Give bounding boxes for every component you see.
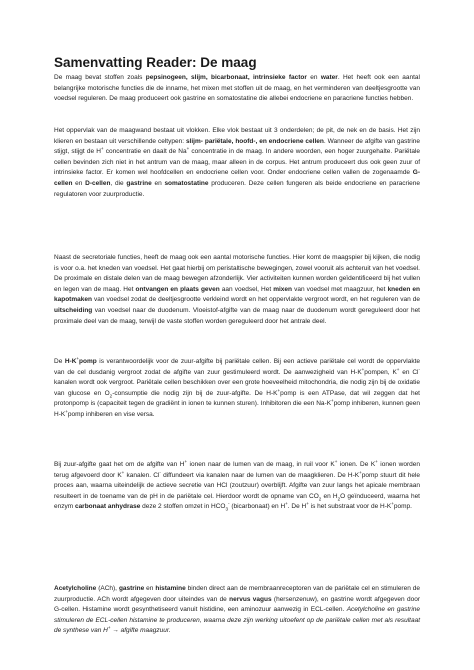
- paragraph-motorische-functies: [54, 253, 420, 327]
- text-segment: Het oppervlak van de maagwand bestaat uit vlokken. Elke vlok bestaat uit 3 onderdelen; de pit, de nek en de basis. Het zijn klieren en bestaan uit verschillende celtypen:: [54, 127, 420, 145]
- text-segment: G-cellen: [54, 169, 420, 187]
- text-segment: pompen, K: [364, 368, 397, 376]
- text-segment: +: [184, 458, 188, 464]
- text-segment: → afgifte maagzuur.: [110, 627, 171, 635]
- text-segment: ionen worden terug afgevoerd door K: [54, 461, 421, 479]
- text-segment: en: [306, 74, 321, 81]
- text-segment: pomp.: [393, 503, 412, 511]
- text-segment: O geïnduceerd, waarna het enzym: [54, 492, 420, 511]
- text-segment: Acetylcholine: [54, 585, 97, 592]
- text-segment: van voedsel naar de duodenum. Vloeistof-afgifte van de maag naar de duodenum wordt gereguleerd door het proximale deel van de maag, terwijl de vaste stoffen worden gereguleerd door het antrale deel.: [54, 306, 420, 325]
- paragraph-hk-pomp: [54, 357, 420, 421]
- text-segment: binden direct aan de membraanreceptoren van de pariëtale cel en stimuleren de zuurproductie. ACh wordt afgegeven door uiteindes van de: [54, 585, 420, 603]
- text-segment: +: [65, 408, 68, 414]
- text-segment: slijm- pariëtale, hoofd-, en endocriene cellen: [185, 137, 324, 145]
- text-segment: en H: [321, 492, 338, 500]
- text-segment: water: [320, 74, 338, 81]
- text-segment: pomp inhiberen en vise versa.: [67, 410, 155, 418]
- text-segment: ionen naar de lumen van de maag, in ruil voor K: [187, 461, 335, 468]
- text-segment: somatostatine: [164, 179, 209, 187]
- text-segment: . Wanneer de afgifte van gastrine stijgt, stijgt de H: [54, 137, 420, 156]
- text-segment: Bij zuur-afgifte gaat het om de afgifte van H: [54, 461, 185, 468]
- text-segment: Acetylcholine en gastrine stimuleren de ECL-cellen histamine te produceren, waarna deze zijn werking uitoefent op de pariëtale cellen met als resultaat de synthese van H: [54, 606, 421, 635]
- text-segment: 2: [109, 393, 113, 399]
- text-segment: De: [54, 358, 65, 365]
- text-segment: +: [107, 625, 111, 631]
- text-segment: +: [331, 398, 334, 404]
- text-segment: +: [334, 458, 338, 464]
- text-segment: kneden en kapotmaken: [54, 285, 420, 304]
- text-segment: concentratie in de maag. In andere woorden, een hoger zuurgehalte. Pariëtale cellen bevinden zich niet in het antrum van de maag, maar alleen in de corpus. Het antrum produceert dus ook geen zuur of intrinsieke factor. Er komen wel hoofdcellen en endocriene cellen voor. Onder endocriene cellen vallen de zogenaamde: [54, 148, 420, 177]
- text-segment: nervus vagus: [229, 595, 272, 603]
- text-segment: pepsinogeen, slijm, bicarbonaat, intrinsieke factor: [145, 74, 307, 81]
- text-segment: 3: [225, 506, 229, 512]
- text-segment: +: [277, 387, 281, 393]
- text-segment: is verantwoordelijk voor de zuur-afgifte bij pariëtale cellen. Bij een actieve pariëtale cel wordt de oppervlakte van de cel dusdanig vergroot zodat de afgifte van zuur gestimuleerd wordt. De aanwezigheid van H-K: [54, 358, 420, 376]
- text-segment: van voedsel zodat de deeltjesgrootte verkleind wordt en het oppervlakte vergroot wordt, en het reguleren van de: [91, 296, 420, 304]
- text-segment: +: [186, 146, 190, 152]
- text-segment: deze 2 stoffen omzet in HCO: [140, 503, 226, 511]
- text-segment: . Het heeft ook een aantal belangrijke motorische functies die de inname, het mixen met stoffen uit de maag, en het verminderen van deeltjesgrootte van voedsel reguleren. De maag produceert ook gastrine en somatostatine die allebei endocriene en paracriene functies hebben.: [54, 74, 420, 103]
- text-segment: De maag bevat stoffen zoals: [54, 74, 146, 81]
- text-segment: 2: [318, 496, 322, 502]
- text-segment: kanalen wordt ook vergroot. Pariëtale cellen beschikken over een grote hoeveelheid mitochondria, die nodig zijn bij de oxidatie van glucose en O: [54, 379, 420, 397]
- text-segment: H-K: [64, 358, 77, 365]
- paragraph-intro: [54, 73, 420, 105]
- text-segment: +: [391, 501, 394, 507]
- text-segment: gastrine: [126, 179, 152, 187]
- paragraph-maagwand: [54, 126, 420, 200]
- text-segment: uitscheiding: [54, 306, 93, 314]
- text-segment: diffundeert via kanalen naar de lumen van de maagklieren. De H-K: [160, 471, 360, 479]
- text-segment: +: [100, 146, 104, 152]
- text-segment: (bicarbonaat) en H: [229, 503, 286, 511]
- text-segment: -: [228, 501, 230, 507]
- text-segment: . De H: [287, 503, 307, 511]
- text-segment: -: [418, 366, 420, 372]
- text-segment: (hersenzenuw), en gastrine wordt afgegeven door G-cellen. Histamine wordt gesynthetiseerd vanuit histidine, een aminozuur aanwezig in ECL-cellen.: [54, 595, 420, 614]
- text-segment: kanalen. Cl: [124, 471, 160, 479]
- text-segment: pomp stuurt dit hele proces aan, waarna uiteindelijk de actieve secretie van HCl (zoutzuur) overblijft. Afgifte van zuur langs het apicale membraan resulteert in de toename van de pH in de pariëtale cel. Hierdoor wordt de opname van CO: [54, 471, 420, 500]
- text-segment: pomp inhiberen, kunnen geen H-K: [54, 400, 420, 418]
- text-segment: D-cellen: [85, 179, 111, 187]
- text-segment: , die: [110, 179, 127, 187]
- text-segment: +: [76, 355, 80, 361]
- text-segment: gastrine: [118, 585, 145, 592]
- page-title: Samenvatting Reader: De maag: [54, 55, 257, 70]
- text-segment: is het substraat voor de H-K: [308, 503, 392, 511]
- text-segment: van voedsel met maagzuur, het: [292, 285, 388, 293]
- text-segment: +: [121, 469, 125, 475]
- text-segment: 2: [337, 496, 341, 502]
- text-segment: +: [359, 469, 362, 475]
- text-segment: (ACh),: [96, 585, 119, 592]
- text-segment: pomp: [79, 358, 97, 365]
- text-segment: en: [144, 585, 156, 592]
- text-segment: en: [72, 179, 86, 187]
- text-segment: +: [285, 501, 288, 507]
- text-segment: mixen: [273, 285, 292, 293]
- text-segment: concentratie en daalt de Na: [103, 148, 187, 156]
- paragraph-acetylcholine: [54, 584, 420, 637]
- text-segment: produceren. Deze cellen fungeren als beide endocriene en paracriene regulatoren voor zuurproductie.: [54, 179, 421, 198]
- text-segment: -: [159, 469, 161, 475]
- text-segment: Naast de secretoriale functies, heeft de maag ook een aantal motorische functies. Hier komt de maagspier bij kijken, die nodig is voor o.a. het kneden van voedsel. Het gaat hierbij om peristaltische bewegingen, zowel vooruit als achteruit van het voedsel. De proximale en distale delen van de maag bewegen afzonderlijk. Vier activiteiten kunnen worden geïdentificeerd bij het vullen en legen van de maag. Het: [54, 254, 420, 293]
- text-segment: aan voedsel, Het: [219, 285, 274, 293]
- text-segment: +: [396, 366, 400, 372]
- text-segment: ionen. De K: [337, 461, 376, 468]
- text-segment: en: [151, 179, 165, 187]
- text-segment: +: [375, 458, 378, 464]
- text-segment: +: [361, 366, 365, 372]
- paragraph-zuur-afgifte: [54, 460, 420, 513]
- text-segment: pomp is een ATPase, dat wil zeggen dat het protonpomp is (capaciteit tegen de gradiënt in ionen te kunnen sturen). Inhibitoren die een Na-K: [54, 389, 420, 408]
- text-segment: +: [306, 501, 309, 507]
- text-segment: carbonaat anhydrase: [74, 503, 141, 511]
- text-segment: ontvangen en plaats geven: [135, 285, 220, 293]
- text-segment: en Cl: [399, 368, 419, 376]
- text-segment: histamine: [155, 585, 186, 592]
- text-segment: -consumptie die nodig zijn bij de zuur-afgifte. De H-K: [112, 389, 278, 397]
